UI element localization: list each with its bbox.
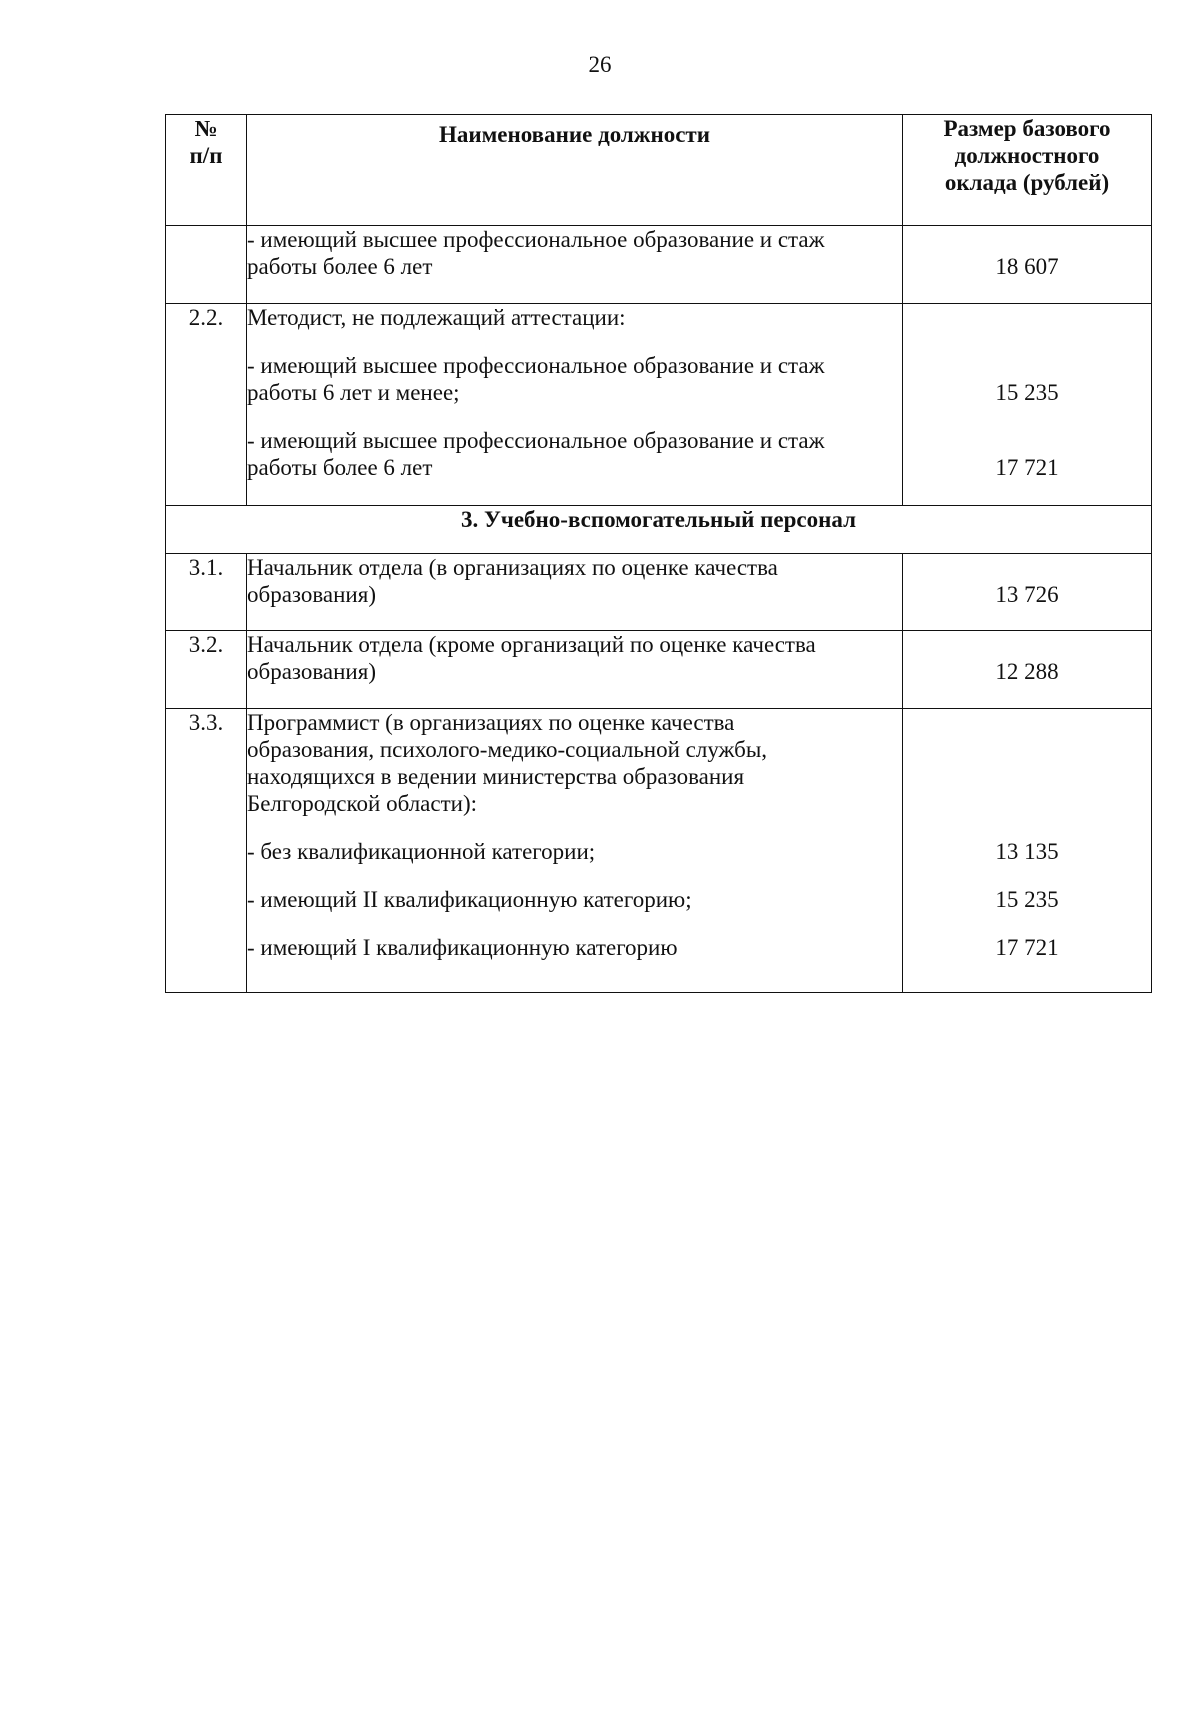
- position-line: образования): [247, 659, 376, 684]
- table-row: [166, 631, 1152, 709]
- salary-cell: [903, 226, 1152, 304]
- table-header: [166, 115, 1152, 226]
- salary-value: 15 235: [995, 887, 1059, 912]
- position-line: образования, психолого-медико-социальной службы,: [247, 737, 768, 762]
- position-name: [247, 554, 903, 631]
- header-position-name: Наименование должности: [247, 115, 903, 226]
- position-line: работы 6 лет и менее;: [247, 380, 460, 405]
- position-line: Начальник отдела (кроме организаций по оценке качества: [247, 632, 816, 657]
- position-name: [247, 709, 903, 993]
- position-name: [247, 304, 903, 506]
- position-line: Белгородской области):: [247, 791, 477, 816]
- salary-cell: [903, 554, 1152, 631]
- header-number: [166, 115, 247, 226]
- table-row: [166, 226, 1152, 304]
- salary-value: 15 235: [995, 380, 1059, 405]
- salary-value: 12 288: [995, 659, 1059, 684]
- header-salary-line: оклада (рублей): [944, 170, 1110, 195]
- header-number-line: №: [194, 116, 218, 141]
- position-line: находящихся в ведении министерства образования: [247, 764, 745, 789]
- position-line: Программист (в организациях по оценке качества: [247, 710, 735, 735]
- salary-value: 17 721: [995, 455, 1059, 480]
- salary-value: 13 135: [995, 839, 1059, 864]
- table-row: [166, 304, 1152, 506]
- header-salary-line: должностного: [954, 143, 1100, 168]
- position-name: [247, 226, 903, 304]
- salary-value: 17 721: [995, 935, 1059, 960]
- position-name: [247, 631, 903, 709]
- position-line: - имеющий высшее профессиональное образование и стаж: [247, 227, 825, 252]
- salary-value: 18 607: [995, 254, 1059, 279]
- position-line: работы более 6 лет: [247, 254, 433, 279]
- table-row: [166, 709, 1152, 993]
- position-subitem: [247, 352, 902, 406]
- table-row: [166, 554, 1152, 631]
- section-row: [166, 506, 1152, 554]
- position-subitem: [247, 427, 902, 481]
- position-line: Начальник отдела (в организациях по оценке качества: [247, 555, 778, 580]
- header-salary-line: Размер базового: [943, 116, 1111, 141]
- row-number: 3.2.: [166, 631, 247, 709]
- position-title: [247, 709, 902, 817]
- row-number: 2.2.: [166, 304, 247, 506]
- position-subitem: - имеющий II квалификационную категорию;: [247, 887, 692, 912]
- salary-cell: [903, 304, 1152, 506]
- position-subitem: - имеющий I квалификационную категорию: [247, 935, 678, 960]
- position-title: Методист, не подлежащий аттестации:: [247, 305, 626, 330]
- position-subitem: - без квалификационной категории;: [247, 839, 596, 864]
- header-salary: [903, 115, 1152, 226]
- salary-cell: [903, 709, 1152, 993]
- salary-table: [165, 114, 1152, 993]
- page-number: 26: [588, 52, 612, 77]
- salary-value: 13 726: [995, 582, 1059, 607]
- section-heading: 3. Учебно-вспомогательный персонал: [166, 506, 1152, 554]
- position-line: - имеющий высшее профессиональное образование и стаж: [247, 428, 825, 453]
- position-line: - имеющий высшее профессиональное образование и стаж: [247, 353, 825, 378]
- row-number: 3.1.: [166, 554, 247, 631]
- row-number: [166, 226, 247, 304]
- position-line: работы более 6 лет: [247, 455, 433, 480]
- header-number-line: п/п: [189, 143, 223, 168]
- position-line: образования): [247, 582, 376, 607]
- row-number: 3.3.: [166, 709, 247, 993]
- salary-cell: [903, 631, 1152, 709]
